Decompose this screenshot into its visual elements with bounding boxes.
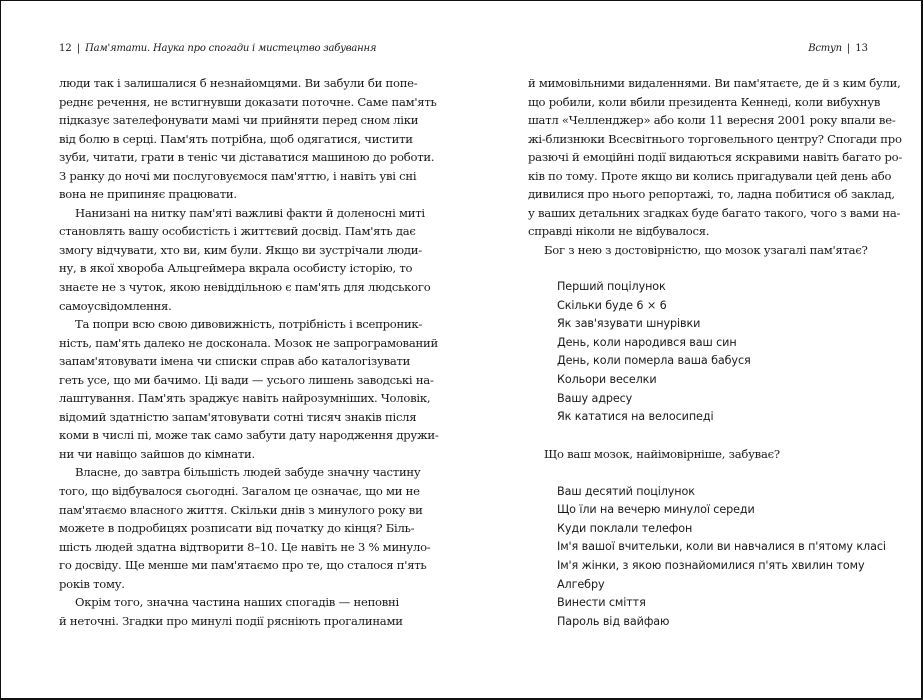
header-separator: | xyxy=(76,43,81,54)
question-remembers: Бог з нею з достовірністю, що мозок узагалі пам'ятає? xyxy=(544,242,868,257)
list-item: Як зав'язувати шнурівки xyxy=(557,317,701,331)
text-line: років тому. xyxy=(59,576,125,591)
list-item: День, коли померла ваша бабуся xyxy=(557,354,751,368)
text-line: змогу відчувати, хто ви, ким були. Якщо ви зустрічали люди- xyxy=(59,242,422,257)
text-line: го досвіду. Ще менше ми пам'ятаємо про те, що сталося п'ять xyxy=(59,558,427,573)
text-line: підказує зателефонувати мамі чи прийняти перед сном ліки xyxy=(59,113,419,128)
list-item: Що їли на вечерю минулої середи xyxy=(557,503,755,517)
list-item: Пароль від вайфаю xyxy=(557,614,670,628)
book-title: Пам'ятати. Наука про спогади і мистецтво забування xyxy=(85,43,377,54)
running-head-right xyxy=(528,42,868,56)
text-line: становлять вашу особистість і життєвий досвід. Пам'ять дає xyxy=(59,224,416,239)
text-line: дивилися про нього репортажі, то, ладна побитися об заклад, xyxy=(528,187,895,202)
list-item: Ім'я вашої вчительки, коли ви навчалися в п'ятому класі xyxy=(557,540,886,554)
list-item: Перший поцілунок xyxy=(557,280,666,294)
list-item: Як кататися на велосипеді xyxy=(557,410,714,424)
list-item: Ім'я жінки, з якою познайомилися п'ять хвилин тому xyxy=(557,558,865,572)
text-line: жі-близнюки Всесвітнього торговельного центру? Спогади про xyxy=(528,131,902,146)
text-line: Окрім того, значна частина наших спогадів — неповні xyxy=(75,595,399,610)
text-line: шість людей здатна відтворити 8–10. Це навіть не 3 % минуло- xyxy=(59,539,431,554)
list-item: Вашу адресу xyxy=(557,391,633,405)
text-line: що робили, коли вбили президента Кеннеді, коли вибухнув xyxy=(528,94,881,109)
text-line: З ранку до ночі ми послуговуємося пам'яттю, і навіть уві сні xyxy=(59,168,417,183)
text-line: ків по тому. Проте якщо ви колись пригадували цей день або xyxy=(528,168,892,183)
page-number: 12 xyxy=(59,43,72,54)
text-line: від болю в серці. Пам'ять потрібна, щоб одягатися, чистити xyxy=(59,131,413,146)
text-line: ну, в якої хвороба Альцгеймера вкрала особисту історію, то xyxy=(59,261,413,276)
text-line: геть усе, що ми бачимо. Ці вади — усього лишень заводські на- xyxy=(59,372,434,387)
text-line: й неточні. Згадки про минулі події рясніють прогалинами xyxy=(59,613,403,628)
running-head-left xyxy=(59,42,399,56)
text-line: коми в числі пі, може так само забути дату народження дружи- xyxy=(59,428,439,443)
text-line: Власне, до завтра більшість людей забуде значну частину xyxy=(75,465,421,480)
text-line: Та попри всю свою дивовижність, потрібність і всепроник- xyxy=(75,317,423,332)
text-line: разючі й емоційні події видаються яскравими навіть багато ро- xyxy=(528,150,903,165)
text-line: того, що відбувалося сьогодні. Загалом це означає, що ми не xyxy=(59,484,420,499)
text-line: у ваших детальних згадках буде багато такого, чого з вами на- xyxy=(528,205,901,220)
text-line: справді ніколи не відбувалося. xyxy=(528,224,710,239)
text-line: можете в подробицях розписати від початку до кінця? Біль- xyxy=(59,521,415,536)
text-line: пам'ятаємо власного життя. Скільки днів з минулого року ви xyxy=(59,502,423,517)
right-page xyxy=(528,1,903,698)
text-line: Нанизані на нитку пам'яті важливі факти й доленосні миті xyxy=(75,205,425,220)
text-line: й мимовільними видаленнями. Ви пам'ятаєте, де й з ким були, xyxy=(528,76,901,90)
text-line: зуби, читати, грати в теніс чи діставатися машиною до роботи. xyxy=(59,150,435,165)
list-item: День, коли народився ваш син xyxy=(557,335,737,349)
forgotten-list xyxy=(528,483,886,632)
text-line: самоусвідомлення. xyxy=(59,298,172,313)
text-line: ни чи навіщо зайшов до кімнати. xyxy=(59,446,255,461)
list-item: Ваш десятий поцілунок xyxy=(557,484,695,498)
text-line: відомий здатністю запам'ятовувати сотні тисяч знаків після xyxy=(59,409,417,424)
text-line: реднє речення, не встигнувши доказати поточне. Саме пам'ять xyxy=(59,94,437,109)
list-item: Винести сміття xyxy=(557,596,646,610)
text-line: ність, пам'ять далеко не досконала. Мозок не запрограмований xyxy=(59,335,438,350)
page-number: 13 xyxy=(855,43,868,54)
right-body-text xyxy=(528,74,903,631)
list-item: Куди поклали телефон xyxy=(557,521,693,535)
text-line: знаєте не з чуток, якою невіддільною є пам'ять для людського xyxy=(59,280,431,295)
header-separator: | xyxy=(846,43,851,54)
text-line: вона не припиняє працювати. xyxy=(59,187,237,202)
text-line: люди так і залишалися б незнайомцями. Ви забули би попе- xyxy=(59,76,418,90)
left-page xyxy=(59,1,439,698)
list-item: Скільки буде 6 × 6 xyxy=(557,298,667,312)
question-forgets: Що ваш мозок, найімовірніше, забуває? xyxy=(544,447,780,462)
remembered-list xyxy=(528,278,868,427)
list-item: Кольори веселки xyxy=(557,373,657,387)
list-item: Алгебру xyxy=(557,577,605,591)
left-body-text xyxy=(59,74,439,630)
chapter-title: Вступ xyxy=(808,43,842,54)
text-line: лаштування. Пам'ять зраджує навіть найрозумніших. Чоловік, xyxy=(59,391,431,406)
text-line: шатл «Челленджер» або коли 11 вересня 2001 року впали ве- xyxy=(528,113,896,128)
text-line: запам'ятовувати імена чи списки справ або каталогізувати xyxy=(59,354,411,369)
